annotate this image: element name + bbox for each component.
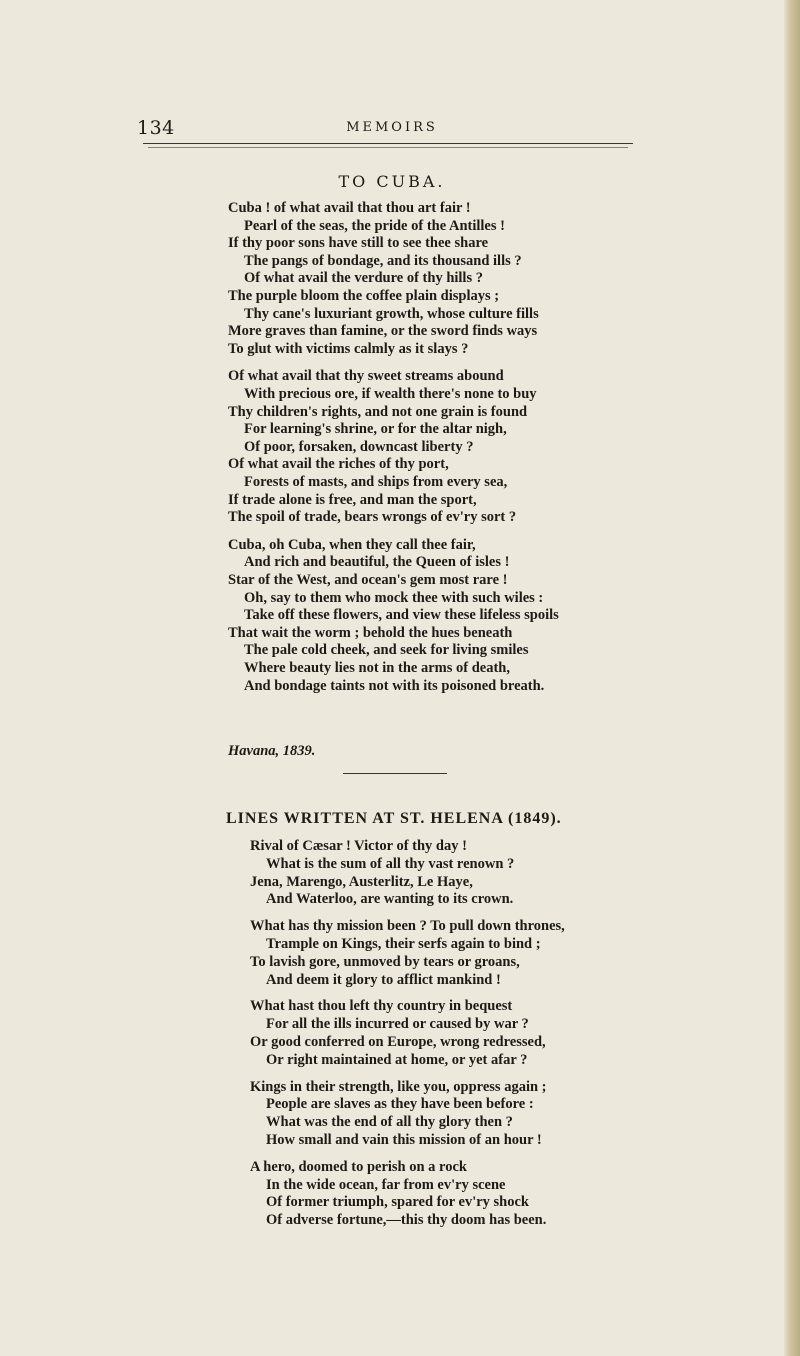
poem-line: That wait the worm ; behold the hues beneath xyxy=(228,624,513,641)
page-number: 134 xyxy=(137,117,175,139)
poem-line: And rich and beautiful, the Queen of isles ! xyxy=(244,554,510,571)
running-head: MEMOIRS xyxy=(346,120,438,135)
poem-line: Oh, say to them who mock thee with such wiles : xyxy=(244,589,544,606)
poem-line: Star of the West, and ocean's gem most rare ! xyxy=(228,572,508,588)
poem-line: Thy cane's luxuriant growth, whose culture fills xyxy=(244,305,539,322)
poem-line: What is the sum of all thy vast renown ? xyxy=(266,855,515,872)
poem-line: Of adverse fortune,—this thy doom has been. xyxy=(266,1212,547,1229)
poem-line: Of former triumph, spared for ev'ry shock xyxy=(266,1194,529,1211)
poem-line: Jena, Marengo, Austerlitz, Le Haye, xyxy=(250,873,473,890)
poem-line: Pearl of the seas, the pride of the Antilles ! xyxy=(244,217,505,234)
poem-line: People are slaves as they have been before : xyxy=(266,1096,534,1113)
poem-line: If thy poor sons have still to see thee share xyxy=(228,235,489,252)
header-rule xyxy=(143,143,633,144)
poem-line: The pangs of bondage, and its thousand ills ? xyxy=(244,252,522,269)
section-divider xyxy=(343,773,447,774)
poem-line: More graves than famine, or the sword finds ways xyxy=(228,323,538,340)
poem-line: Rival of Cæsar ! Victor of thy day ! xyxy=(250,838,467,854)
poem-line: Of what avail the verdure of thy hills ? xyxy=(244,270,483,287)
poem-line: Cuba, oh Cuba, when they call thee fair, xyxy=(228,536,476,553)
poem-line: Forests of masts, and ships from every sea, xyxy=(244,474,508,490)
poem-line: Where beauty lies not in the arms of death, xyxy=(244,660,510,676)
poem-line: With precious ore, if wealth there's none to buy xyxy=(244,386,537,402)
poem-line: And Waterloo, are wanting to its crown. xyxy=(266,891,514,908)
poem-dateline: Havana, 1839. xyxy=(228,743,316,759)
poem-line: Cuba ! of what avail that thou art fair ! xyxy=(228,200,471,216)
poem-line: To glut with victims calmly as it slays ? xyxy=(228,340,469,357)
poem-line: For all the ills incurred or caused by war ? xyxy=(266,1016,529,1033)
poem-line: A hero, doomed to perish on a rock xyxy=(250,1158,467,1175)
poem-line: For learning's shrine, or for the altar nigh, xyxy=(244,421,507,438)
poem-line: If trade alone is free, and man the sport, xyxy=(228,491,477,508)
poem-line: How small and vain this mission of an hour ! xyxy=(266,1132,542,1148)
poem-line: In the wide ocean, far from ev'ry scene xyxy=(266,1176,506,1193)
poem-line: Or right maintained at home, or yet afar ? xyxy=(266,1051,528,1068)
poem-line: The spoil of trade, bears wrongs of ev'ry sort ? xyxy=(228,509,517,526)
poem-line: Of what avail the riches of thy port, xyxy=(228,456,449,473)
poem-line: And bondage taints not with its poisoned breath. xyxy=(244,677,545,694)
poem-line: And deem it glory to afflict mankind ! xyxy=(266,971,501,988)
poem-line: Trample on Kings, their serfs again to bind ; xyxy=(266,936,541,952)
poem-line: What hast thou left thy country in bequest xyxy=(250,998,513,1015)
poem-line: The purple bloom the coffee plain displays ; xyxy=(228,288,500,304)
poem-title-to-cuba: TO CUBA. xyxy=(338,172,446,191)
poem-line: What has thy mission been ? To pull down thrones, xyxy=(250,918,565,935)
poem-line: Or good conferred on Europe, wrong redressed, xyxy=(250,1034,546,1050)
poem-line: Of poor, forsaken, downcast liberty ? xyxy=(244,438,474,455)
poem-line: Kings in their strength, like you, oppress again ; xyxy=(250,1078,547,1095)
header-rule-thin xyxy=(148,147,628,148)
poem-line: The pale cold cheek, and seek for living smiles xyxy=(244,642,529,659)
poem-title-st-helena: LINES WRITTEN AT ST. HELENA (1849). xyxy=(226,810,562,827)
poem-line: Thy children's rights, and not one grain is found xyxy=(228,403,528,420)
poem-line: What was the end of all thy glory then ? xyxy=(266,1114,513,1131)
poem-line: Of what avail that thy sweet streams abound xyxy=(228,368,504,385)
poem-line: To lavish gore, unmoved by tears or groans, xyxy=(250,953,520,970)
poem-line: Take off these flowers, and view these lifeless spoils xyxy=(244,607,559,624)
page-edge xyxy=(784,0,800,1356)
